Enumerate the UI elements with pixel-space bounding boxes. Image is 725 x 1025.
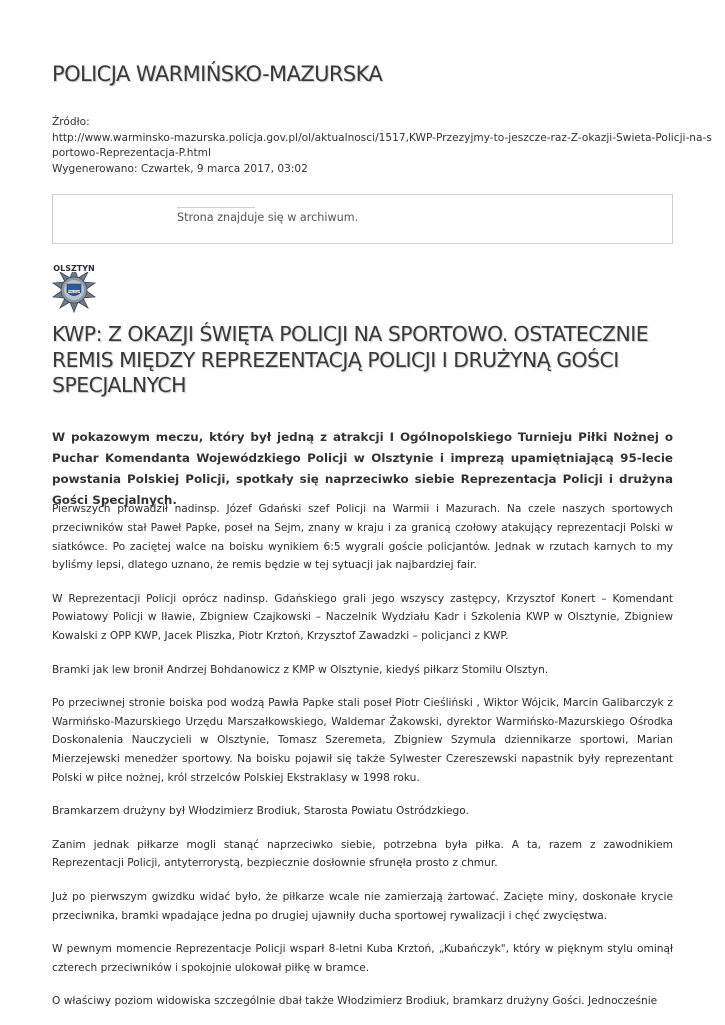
article-lead: W pokazowym meczu, który był jedną z atrakcji I Ogólnopolskiego Turnieju Piłki Nożnej o Puchar Komendanta Wojewódzkiego Policji w Olsztynie i imprezą upamiętniającą 95-lecie powstania Polskiej Policji, spotkały się naprzeciwko siebie Reprezentacja Policji i drużyna Gości Specjalnych. <box>52 430 673 507</box>
article-paragraph: Już po pierwszym gwizdku widać było, że piłkarze wcale nie zamierzają żartować. Zacięte miny, doskonałe krycie przeciwnika, bramki wpadające jedna po drugiej ujawniły ducha sportowej rywalizacji i chęć zwycięstwa. <box>52 890 673 922</box>
article-paragraph: O właściwy poziom widowiska szczególnie dbał także Włodzimierz Brodiuk, bramkarz drużyny Gości. Jednocześnie <box>52 994 658 1007</box>
archive-divider <box>177 207 255 208</box>
article-paragraph: Pierwszych prowadził nadinsp. Józef Gdański szef Policji na Warmii i Mazurach. Na czele naszych sportowych przeciwników stał Paweł Papke, poseł na Sejm, znany w kraju i za granicą czołowy atakujący reprezentacji Polski w siatkówce. Po zaciętej walce na boisku wynikiem 6:5 wygrali goście policjantów. Jednak w rzutach karnych to my byliśmy lepsi, dlatego uznano, że remis będzie w tej sytuacji jak najbardziej fair. <box>52 503 673 572</box>
badge-inner-text: POLICJA <box>67 289 81 294</box>
archive-notice <box>52 194 673 244</box>
article-paragraph: Po przeciwnej stronie boiska pod wodzą Pawła Papke stali poseł Piotr Cieśliński , Wiktor Wójcik, Marcin Galibarczyk z Warmińsko-Mazurskiego Urzędu Marszałkowskiego, Waldemar Żakowski, dyrektor Warmińsko-Mazurskiego Ośrodka Doskonalenia Nauczycieli w Olsztynie, Tomasz Szeremeta, Zbigniew Szymula dziennikarze sportowi, Marian Mierzejewski menedżer sportowy. Na boisku pojawił się także Sylwester Czereszewski napastnik były reprezentant Polski w piłce nożnej, król strzelców Polskiej Ekstraklasy w 1998 roku. <box>52 696 673 785</box>
article-paragraph: Bramkarzem drużyny był Włodzimierz Brodiuk, Starosta Powiatu Ostródzkiego. <box>52 805 469 818</box>
archive-notice-text: Strona znajduje się w archiwum. <box>177 211 359 224</box>
generated-date: Wygenerowano: Czwartek, 9 marca 2017, 03:02 <box>52 162 308 175</box>
source-label: Źródło: <box>52 116 90 128</box>
source-meta <box>52 115 712 177</box>
site-title[interactable]: POLICJA WARMIŃSKO-MAZURSKA <box>52 62 383 86</box>
article-paragraph: W Reprezentacji Policji oprócz nadinsp. Gdańskiego grali jego wszyscy zastępcy, Krzysztof Konert – Komendant Powiatowy Policji w Iławie, Zbigniew Czajkowski – Naczelnik Wydziału Kadr i Szkolenia KWP w Olsztynie, Zbigniew Kowalski z OPP KWP, Jacek Pliszka, Piotr Krztoń, Krzysztof Zawadzki – policjanci z KWP. <box>52 592 673 643</box>
source-url-line-1[interactable]: http://www.warminsko-mazurska.policja.gov.pl/ol/aktualnosci/1517,KWP-Przezyjmy-to-jeszcze-raz-Z-okazji-Swieta-Policji-na-s <box>52 131 712 144</box>
article-paragraph: Bramki jak lew bronił Andrzej Bohdanowicz z KMP w Olsztynie, kiedyś piłkarz Stomilu Olsztyn. <box>52 663 549 676</box>
source-url-line-2[interactable]: portowo-Reprezentacja-P.html <box>52 147 211 159</box>
article-title: KWP: Z OKAZJI ŚWIĘTA POLICJI NA SPORTOWO. OSTATECZNIE REMIS MIĘDZY REPREZENTACJĄ POLICJI I DRUŻYNĄ GOŚCI SPECJALNYCH <box>52 322 649 397</box>
article-paragraph: Zanim jednak piłkarze mogli stanąć naprzeciwko siebie, potrzebna była piłka. A ta, razem z zawodnikiem Reprezentacji Policji, antyterrorystą, bezpiecznie dosłownie sfrunęła prosto z chmur. <box>52 838 673 870</box>
article-paragraph: W pewnym momencie Reprezentacje Policji wsparł 8-letni Kuba Krztoń, „Kubańczyk", który w pięknym stylu ominął czterech przeciwników i spokojnie ulokował piłkę w bramce. <box>52 942 673 974</box>
police-badge-icon[interactable] <box>48 262 100 318</box>
article-body <box>52 500 673 1025</box>
badge-city-label: OLSZTYN <box>53 264 95 273</box>
